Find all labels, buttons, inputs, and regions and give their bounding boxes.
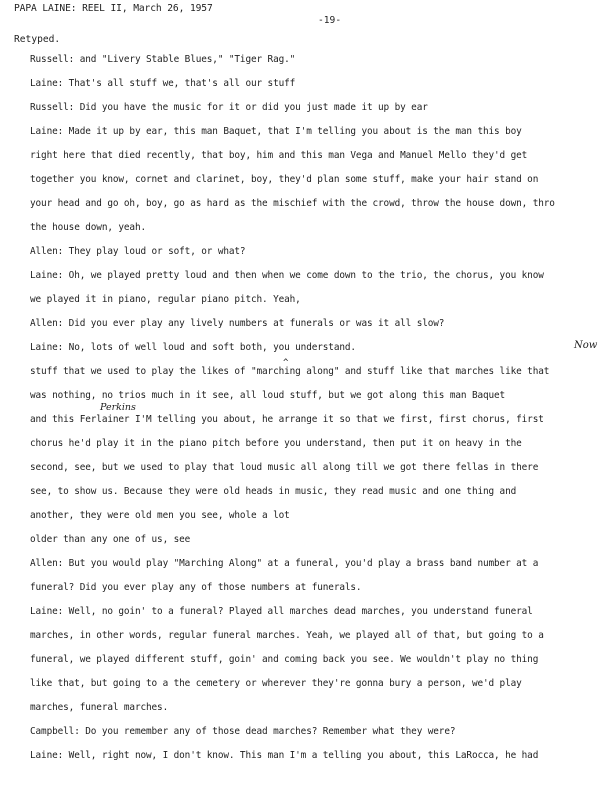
transcript-line: Russell: Did you have the music for it or did you just made it up by ear (30, 102, 428, 113)
transcript-line: was nothing, no trios much in it see, all loud stuff, but we got along this man Baquet (30, 390, 506, 401)
transcript-line: another, they were old men you see, whole a lot (30, 510, 290, 521)
transcript-line: stuff that we used to play the likes of "marching along" and stuff like that marches like that (30, 366, 550, 377)
transcript-line: marches, in other words, regular funeral marches. Yeah, we played all of that, but going to a (30, 630, 544, 641)
transcript-line: older than any one of us, see (30, 534, 191, 545)
transcript-line: Laine: That's all stuff we, that's all our stuff (30, 78, 296, 89)
transcript-line: the house down, yeah. (30, 222, 147, 233)
transcript-line: funeral, we played different stuff, goin' and coming back you see. We wouldn't play no thing (30, 654, 539, 665)
transcript-line: chorus he'd play it in the piano pitch before you understand, then put it on heavy in the (30, 438, 522, 449)
transcript-line: Allen: They play loud or soft, or what? (30, 246, 246, 257)
transcript-line: Laine: Made it up by ear, this man Baquet, that I'm telling you about is the man this boy (30, 126, 522, 137)
transcript-line: like that, but going to a the cemetery or wherever they're gonna bury a person, we'd play (30, 678, 522, 689)
transcript-line: Russell: and "Livery Stable Blues," "Tiger Rag." (30, 54, 296, 65)
transcript-line: second, see, but we used to play that loud music all along till we got there fellas in there (30, 462, 539, 473)
transcript-line: and this Ferlainer I'M telling you about, he arrange it so that we first, first chorus, first (30, 414, 544, 425)
transcript-line: Laine: Well, right now, I don't know. This man I'm a telling you about, this LaRocca, he had (30, 750, 539, 761)
handwritten-perkins: Perkins (100, 402, 136, 413)
transcript-line: we played it in piano, regular piano pitch. Yeah, (30, 294, 301, 305)
transcript-line: right here that died recently, that boy, him and this man Vega and Manuel Mello they'd get (30, 150, 528, 161)
transcript-line: your head and go oh, boy, go as hard as the mischief with the crowd, throw the house down, thro (30, 198, 555, 209)
transcript-line: Allen: But you would play "Marching Along" at a funeral, you'd play a brass band number at a (30, 558, 539, 569)
transcript-line: Campbell: Do you remember any of those dead marches? Remember what they were? (30, 726, 456, 737)
handwritten-now: Now (574, 340, 598, 351)
transcript-line: marches, funeral marches. (30, 702, 169, 713)
retyped-note: Retyped. (14, 34, 61, 45)
transcript-line: Allen: Did you ever play any lively numbers at funerals or was it all slow? (30, 318, 445, 329)
transcript-line: Laine: Well, no goin' to a funeral? Played all marches dead marches, you understand funeral (30, 606, 533, 617)
transcript-line: together you know, cornet and clarinet, boy, they'd plan some stuff, make your hair stand on (30, 174, 539, 185)
page-number: -19- (318, 15, 342, 26)
transcript-line: funeral? Did you ever play any of those numbers at funerals. (30, 582, 362, 593)
transcript-line: see, to show us. Because they were old heads in music, they read music and one thing and (30, 486, 517, 497)
transcript-line: Laine: Oh, we played pretty loud and then when we come down to the trio, the chorus, you know (30, 270, 544, 281)
document-header: PAPA LAINE: REEL II, March 26, 1957 (14, 3, 213, 14)
insertion-caret: ^ (283, 358, 289, 368)
transcript-line: Laine: No, lots of well loud and soft both, you understand. (30, 342, 356, 353)
